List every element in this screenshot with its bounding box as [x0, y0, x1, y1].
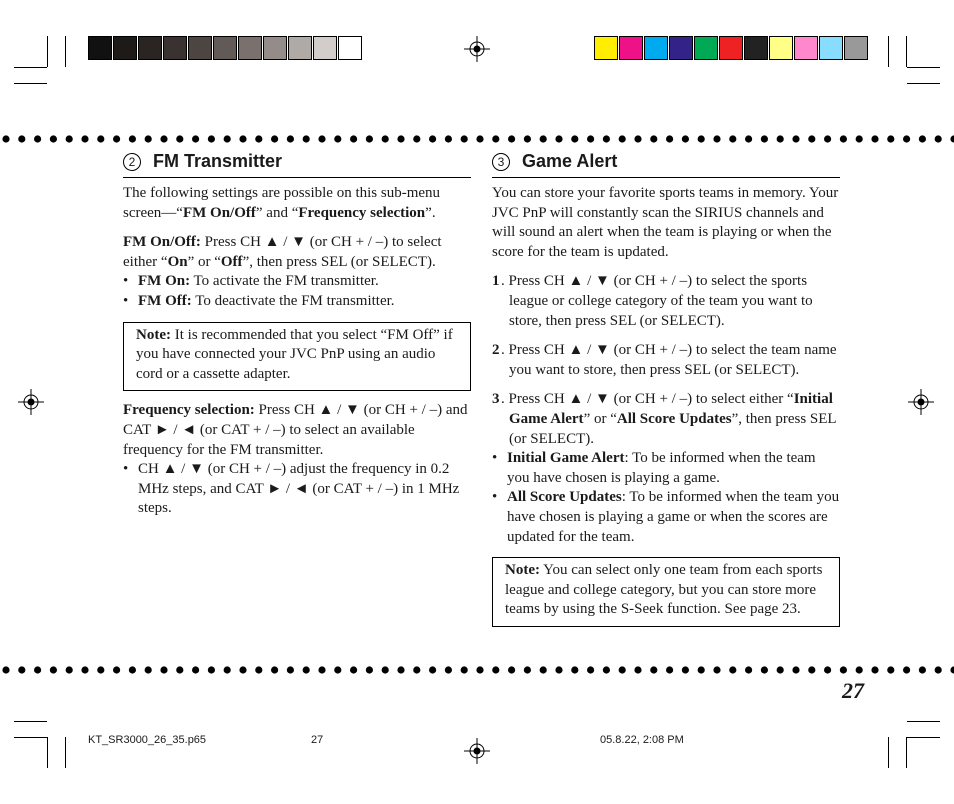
section-number: 2 [123, 153, 141, 171]
footer-filename: KT_SR3000_26_35.p65 [88, 734, 207, 746]
color-swatch [819, 36, 843, 60]
color-swatch [238, 36, 262, 60]
color-swatch [188, 36, 212, 60]
color-swatch [88, 36, 112, 60]
color-swatch [669, 36, 693, 60]
list-item: • CH ▲ / ▼ (or CH + / –) adjust the frequency in 0.2 MHz steps, and CAT ► / ◄ (or CAT + / –) in 1 MHz steps. [123, 460, 471, 519]
color-swatch [619, 36, 643, 60]
color-swatch [594, 36, 618, 60]
color-swatch [769, 36, 793, 60]
color-swatch [313, 36, 337, 60]
color-swatch [694, 36, 718, 60]
color-swatch [644, 36, 668, 60]
color-swatch [263, 36, 287, 60]
footer-date: 05.8.22, 2:08 PM [600, 734, 684, 746]
page-number: 27 [842, 678, 864, 703]
registration-mark-icon [18, 389, 44, 415]
color-calibration-bar [594, 36, 869, 60]
color-swatch [288, 36, 312, 60]
list-item: • FM Off: To deactivate the FM transmitter. [123, 292, 471, 312]
frequency-text: Frequency selection: Press CH ▲ / ▼ (or CH + / –) and CAT ► / ◄ (or CAT + / –) to select an available frequency for the FM transmitter. [123, 402, 468, 458]
game-alert-section [492, 150, 840, 627]
registration-mark-icon [908, 389, 934, 415]
list-item: • Initial Game Alert: To be informed when the team you have chosen is playing a game. [492, 449, 840, 488]
fm-transmitter-section [123, 150, 471, 519]
gray-calibration-bar [88, 36, 363, 60]
dotted-divider-top [0, 133, 954, 145]
footer-page: 27 [311, 734, 324, 746]
section-number: 3 [492, 153, 510, 171]
step-item: 3 . Press CH ▲ / ▼ (or CH + / –) to select either “Initial Game Alert” or “All Score Updates”, then press SEL (or SELECT). [492, 391, 837, 447]
color-swatch [719, 36, 743, 60]
intro-text: You can store your favorite sports teams in memory. Your JVC PnP will constantly scan the SIRIUS channels and will sound an alert when the team is playing or when the score for the team is updated. [492, 185, 839, 260]
color-swatch [138, 36, 162, 60]
step-item: 2 . Press CH ▲ / ▼ (or CH + / –) to select the team name you want to store, then press SEL (or SELECT). [492, 342, 837, 378]
intro-text: The following settings are possible on this sub-menu screen—“FM On/Off” and “Frequency selection”. [123, 185, 441, 221]
section-heading [123, 150, 471, 178]
section-heading [492, 150, 840, 178]
registration-mark-icon [464, 36, 490, 62]
registration-mark-icon [464, 738, 490, 764]
section-title: FM Transmitter [153, 151, 283, 172]
color-swatch [213, 36, 237, 60]
color-swatch [163, 36, 187, 60]
color-swatch [744, 36, 768, 60]
fm-onoff-text: FM On/Off: Press CH ▲ / ▼ (or CH + / –) to select either “On” or “Off”, then press SEL (or SELECT). [123, 234, 442, 270]
note-box: Note: You can select only one team from each sports league and college category, but you can store more teams by using the S-Seek function. See page 23. [492, 557, 840, 627]
list-item: • FM On: To activate the FM transmitter. [123, 272, 471, 292]
color-swatch [338, 36, 362, 60]
section-title: Game Alert [522, 151, 618, 172]
list-item: • All Score Updates: To be informed when the team you have chosen is playing a game or when the scores are updated for the team. [492, 488, 840, 547]
color-swatch [844, 36, 868, 60]
dotted-divider-bottom [0, 664, 954, 676]
note-box: Note: It is recommended that you select “FM Off” if you have connected your JVC PnP using an audio cord or a cassette adapter. [123, 322, 471, 392]
color-swatch [113, 36, 137, 60]
step-item: 1 . Press CH ▲ / ▼ (or CH + / –) to select the sports league or college category of the team you want to store, then press SEL (or SELECT). [492, 273, 813, 329]
color-swatch [794, 36, 818, 60]
